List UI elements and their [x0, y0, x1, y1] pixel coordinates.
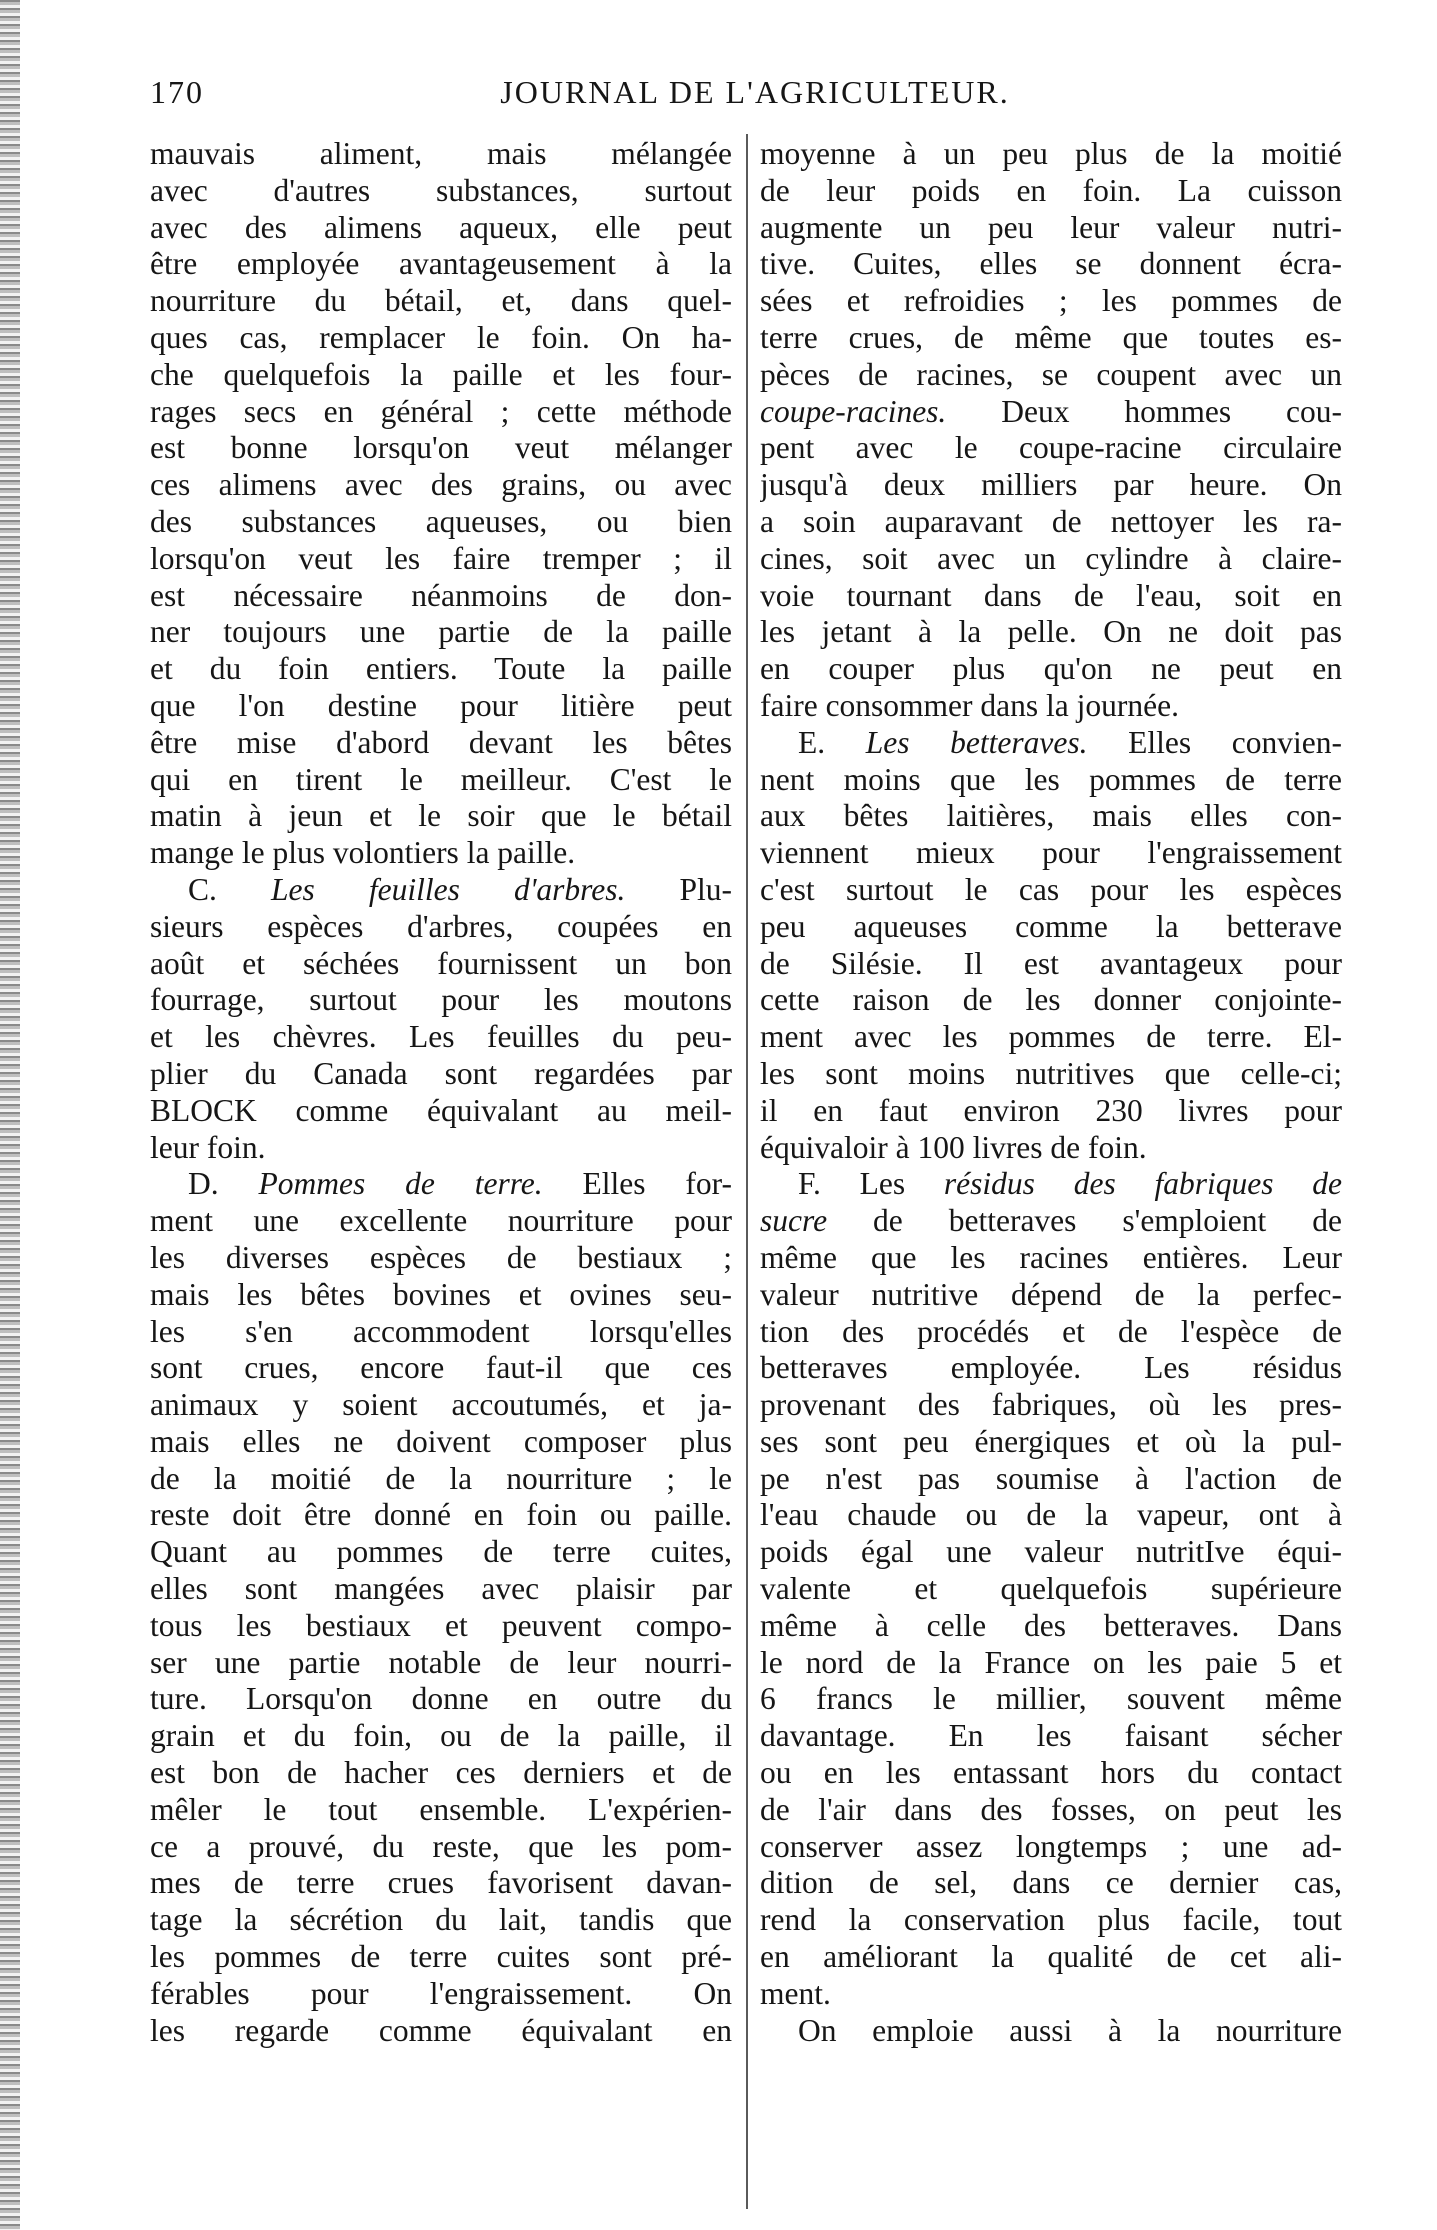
text-line: les jetant à la pelle. On ne doit pas — [760, 614, 1342, 650]
text-line: 6 francs le millier, souvent même — [760, 1681, 1342, 1717]
text-line: plier du Canada sont regardées par — [150, 1055, 732, 1091]
text-line: ses sont peu énergiques et où la pul- — [760, 1423, 1342, 1459]
text-line: ment avec les pommes de terre. El- — [760, 1019, 1342, 1055]
text-line: peu aqueuses comme la betterave — [760, 908, 1342, 944]
text-line: davantage. En les faisant sécher — [760, 1718, 1342, 1754]
text-line: de la moitié de la nourriture ; le — [150, 1460, 732, 1496]
text-line: faire consommer dans la journée. — [760, 687, 1179, 723]
text-line: animaux y soient accoutumés, et ja- — [150, 1387, 732, 1423]
text-line: betteraves employée. Les résidus — [760, 1350, 1342, 1386]
text-line: les sont moins nutritives que celle-ci; — [760, 1055, 1342, 1091]
text-line: ces alimens avec des grains, ou avec — [150, 467, 732, 503]
text-line: avec des alimens aqueux, elle peut — [150, 209, 732, 245]
text-line: terre crues, de même que toutes es- — [760, 319, 1342, 355]
text-line: férables pour l'engraissement. On — [150, 1975, 732, 2011]
text-line: ment une excellente nourriture pour — [150, 1203, 732, 1239]
text-line: moyenne à un peu plus de la moitié — [760, 136, 1342, 171]
running-title: JOURNAL DE L'AGRICULTEUR. — [500, 74, 1010, 110]
page-header — [150, 66, 1360, 126]
text-line: D. Pommes de terre. Elles for- — [188, 1166, 732, 1202]
text-line: dition de sel, dans ce dernier cas, — [760, 1865, 1342, 1901]
text-line: mais les bêtes bovines et ovines seu- — [150, 1276, 732, 1312]
journal-page — [150, 66, 1360, 2216]
text-line: avec d'autres substances, surtout — [150, 172, 732, 208]
text-line: ques cas, remplacer le foin. On ha- — [150, 319, 732, 355]
text-line: les regarde comme équivalant en — [150, 2012, 732, 2048]
text-line: et les chèvres. Les feuilles du peu- — [150, 1019, 732, 1055]
text-line: de Silésie. Il est avantageux pour — [760, 945, 1342, 981]
text-line: est nécessaire néanmoins de don- — [150, 577, 732, 613]
text-line: sieurs espèces d'arbres, coupées en — [150, 908, 732, 944]
text-line: sont crues, encore faut-il que ces — [150, 1350, 732, 1386]
text-line: valeur nutritive dépend de la perfec- — [760, 1276, 1342, 1312]
text-line: mêler le tout ensemble. L'expérien- — [150, 1791, 732, 1827]
text-line: Quant au pommes de terre cuites, — [150, 1534, 732, 1570]
text-line: lorsqu'on veut les faire tremper ; il — [150, 540, 732, 576]
text-line: tion des procédés et de l'espèce de — [760, 1313, 1342, 1349]
text-line: grain et du foin, ou de la paille, il — [150, 1718, 732, 1754]
text-line: sucre de betteraves s'emploient de — [760, 1203, 1342, 1239]
text-line: tous les bestiaux et peuvent compo- — [150, 1607, 732, 1643]
text-line: ser une partie notable de leur nourri- — [150, 1644, 732, 1680]
text-line: il en faut environ 230 livres pour — [760, 1092, 1342, 1128]
text-line: reste doit être donné en foin ou paille. — [150, 1497, 732, 1533]
text-line: de l'air dans des fosses, on peut les — [760, 1791, 1342, 1827]
text-line: nent moins que les pommes de terre — [760, 761, 1342, 797]
text-line: elles sont mangées avec plaisir par — [150, 1571, 732, 1607]
text-line: même à celle des betteraves. Dans — [760, 1607, 1342, 1643]
text-line: que l'on destine pour litière peut — [150, 687, 732, 723]
text-line: tive. Cuites, elles se donnent écra- — [760, 246, 1342, 282]
text-line: être mise d'abord devant les bêtes — [150, 724, 732, 760]
text-line: voie tournant dans de l'eau, soit en — [760, 577, 1342, 613]
text-line: sées et refroidies ; les pommes de — [760, 283, 1342, 319]
text-line: fourrage, surtout pour les moutons — [150, 982, 732, 1018]
text-line: pèces de racines, se coupent avec un — [760, 356, 1342, 392]
text-line: les diverses espèces de bestiaux ; — [150, 1239, 732, 1275]
page-number: 170 — [150, 74, 204, 110]
text-line: F. Les résidus des fabriques de — [798, 1166, 1342, 1202]
text-line: cines, soit avec un cylindre à claire- — [760, 540, 1342, 576]
text-line: aux bêtes laitières, mais elles con- — [760, 798, 1342, 834]
right-column — [760, 136, 1342, 2211]
text-line: rend la conservation plus facile, tout — [760, 1902, 1342, 1938]
text-line: C. Les feuilles d'arbres. Plu- — [188, 871, 732, 907]
text-line: coupe-racines. Deux hommes cou- — [760, 393, 1342, 429]
text-line: BLOCK comme équivalant au meil- — [150, 1092, 732, 1128]
text-line: le nord de la France on les paie 5 et — [760, 1644, 1342, 1680]
left-column — [150, 136, 732, 2211]
text-line: mange le plus volontiers la paille. — [150, 835, 576, 871]
text-line: valente et quelquefois supérieure — [760, 1571, 1342, 1607]
text-line: des substances aqueuses, ou bien — [150, 503, 732, 539]
text-line: en couper plus qu'on ne peut en — [760, 651, 1342, 687]
text-line: mauvais aliment, mais mélangée — [150, 136, 732, 171]
text-line: rages secs en général ; cette méthode — [150, 393, 732, 429]
text-line: nourriture du bétail, et, dans quel- — [150, 283, 732, 319]
text-line: de leur poids en foin. La cuisson — [760, 172, 1342, 208]
text-line: conserver assez longtemps ; une ad- — [760, 1828, 1342, 1864]
text-line: ce a prouvé, du reste, que les pom- — [150, 1828, 732, 1864]
text-line: même que les racines entières. Leur — [760, 1239, 1342, 1275]
text-line: et du foin entiers. Toute la paille — [150, 651, 732, 687]
text-line: ner toujours une partie de la paille — [150, 614, 732, 650]
text-line: équivaloir à 100 livres de foin. — [760, 1129, 1147, 1165]
text-line: E. Les betteraves. Elles convien- — [798, 724, 1342, 760]
book-spine-edge — [0, 0, 20, 2230]
text-line: les pommes de terre cuites sont pré- — [150, 1939, 732, 1975]
text-line: c'est surtout le cas pour les espèces — [760, 871, 1342, 907]
text-line: augmente un peu leur valeur nutri- — [760, 209, 1342, 245]
text-columns — [150, 136, 1360, 2211]
text-line: jusqu'à deux milliers par heure. On — [760, 467, 1342, 503]
text-line: les s'en accommodent lorsqu'elles — [150, 1313, 732, 1349]
text-line: août et séchées fournissent un bon — [150, 945, 732, 981]
text-line: est bonne lorsqu'on veut mélanger — [150, 430, 732, 466]
text-line: mes de terre crues favorisent davan- — [150, 1865, 732, 1901]
text-line: en améliorant la qualité de cet ali- — [760, 1939, 1342, 1975]
text-line: che quelquefois la paille et les four- — [150, 356, 732, 392]
text-line: ture. Lorsqu'on donne en outre du — [150, 1681, 732, 1717]
text-line: matin à jeun et le soir que le bétail — [150, 798, 732, 834]
text-line: l'eau chaude ou de la vapeur, ont à — [760, 1497, 1342, 1533]
text-line: qui en tirent le meilleur. C'est le — [150, 761, 732, 797]
text-line: pent avec le coupe-racine circulaire — [760, 430, 1342, 466]
text-line: ou en les entassant hors du contact — [760, 1755, 1342, 1791]
text-line: mais elles ne doivent composer plus — [150, 1423, 732, 1459]
text-line: leur foin. — [150, 1129, 266, 1165]
text-line: est bon de hacher ces derniers et de — [150, 1755, 732, 1791]
text-line: ment. — [760, 1975, 831, 2011]
text-line: cette raison de les donner conjointe- — [760, 982, 1342, 1018]
text-line: a soin auparavant de nettoyer les ra- — [760, 503, 1342, 539]
text-line: poids égal une valeur nutritIve équi- — [760, 1534, 1342, 1570]
text-line: tage la sécrétion du lait, tandis que — [150, 1902, 732, 1938]
text-line: pe n'est pas soumise à l'action de — [760, 1460, 1342, 1496]
text-line: être employée avantageusement à la — [150, 246, 732, 282]
text-line: On emploie aussi à la nourriture — [798, 2012, 1342, 2048]
text-line: viennent mieux pour l'engraissement — [760, 835, 1342, 871]
text-line: provenant des fabriques, où les pres- — [760, 1387, 1342, 1423]
